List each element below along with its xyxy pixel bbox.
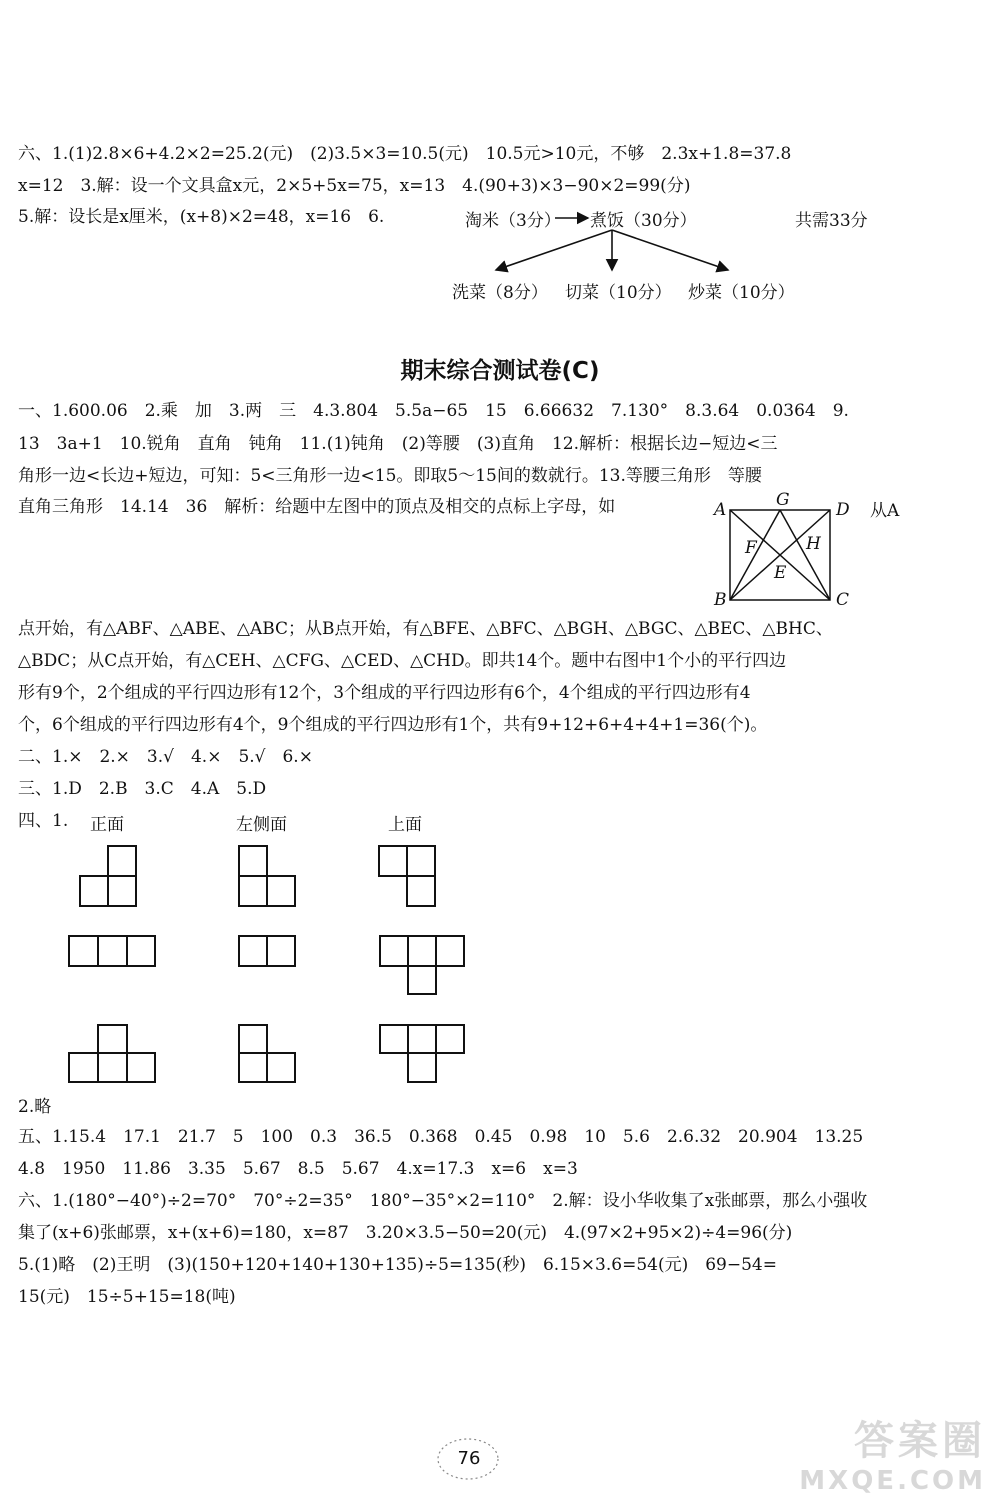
answer-line-6b-3: 5.(1)略 (2)王明 (3)(150+120+140+130+135)÷5=135(秒) 6.15×3.6=54(元) 69−54= [18, 1255, 777, 1275]
watermark-logo [799, 1409, 986, 1496]
view-front-3 [69, 1025, 155, 1082]
answer-line-1-6: △BDC；从C点开始，有△CEH、△CFG、△CED、△CHD。即共14个。题中右图中1个小的平行四边 [18, 651, 787, 671]
view-front-2 [69, 936, 155, 966]
answer-line-6-3: 5.解：设长是x厘米，(x+8)×2=48，x=16 6. [18, 207, 385, 227]
view-front-1 [80, 846, 136, 906]
flow-cook-rice: 煮饭（30分） [590, 211, 697, 231]
answer-section-4-q2: 2.略 [18, 1097, 52, 1117]
answer-line-1-2: 13 3a+1 10.锐角 直角 钝角 11.(1)钝角 (2)等腰 (3)直角 12.解析：根据长边−短边<三 [18, 434, 778, 454]
view-left-2 [239, 936, 295, 966]
view-label-front: 正面 [90, 815, 124, 835]
point-label-f: F [745, 538, 757, 558]
answer-line-1-3: 角形一边<长边+短边，可知：5<三角形一边<15。即取5～15间的数就行。13.等腰三角形 等腰 [18, 466, 762, 486]
view-top-2 [380, 936, 464, 994]
answer-line-1-1: 一、1.600.06 2.乘 加 3.两 三 4.3.804 5.5a−65 15 6.66632 7.130° 8.3.64 0.0364 9. [18, 401, 849, 421]
view-left-1 [239, 846, 295, 906]
point-label-h: H [806, 534, 821, 554]
view-drawings [69, 846, 464, 1082]
flow-diagram [496, 218, 728, 270]
watermark-line1: 答案圈 [854, 1418, 986, 1464]
view-label-left: 左侧面 [236, 815, 287, 835]
watermark-line2: MXQE.COM [799, 1466, 986, 1496]
point-label-a: A [714, 500, 727, 520]
answer-line-1-8: 个，6个组成的平行四边形有4个，9个组成的平行四边形有1个，共有9+12+6+4+4+1=36(个)。 [18, 715, 768, 735]
flow-fry-veg: 炒菜（10分） [688, 283, 795, 303]
view-label-top: 上面 [388, 815, 422, 835]
flow-arrow-wash-veg [496, 230, 612, 270]
answer-section-4-head: 四、1. [18, 811, 69, 831]
point-label-e: E [774, 563, 787, 583]
view-top-1 [379, 846, 435, 906]
flow-wash-rice: 淘米（3分） [465, 211, 561, 231]
answer-line-6-2: x=12 3.解：设一个文具盒x元，2×5+5x=75，x=13 4.(90+3)×3−90×2=99(分) [18, 176, 691, 196]
flow-cut-veg: 切菜（10分） [565, 283, 672, 303]
answer-line-1-4-tail: 从A [870, 501, 900, 521]
view-left-3 [239, 1025, 295, 1082]
triangle-figure [730, 510, 830, 600]
flow-arrow-fry-veg [612, 230, 728, 270]
answer-line-1-7: 形有9个，2个组成的平行四边形有12个，3个组成的平行四边形有6个，4个组成的平行四边形有4 [18, 683, 751, 703]
answer-line-6b-1: 六、1.(180°−40°)÷2=70° 70°÷2=35° 180°−35°×2=110° 2.解：设小华收集了x张邮票，那么小强收 [18, 1191, 868, 1211]
answer-line-5-1: 五、1.15.4 17.1 21.7 5 100 0.3 36.5 0.368 0.45 0.98 10 5.6 2.6.32 20.904 13.25 [18, 1127, 864, 1147]
answer-section-3: 三、1.D 2.B 3.C 4.A 5.D [18, 779, 267, 799]
flow-total-time: 共需33分 [795, 211, 868, 231]
page-title: 期末综合测试卷(C) [400, 358, 600, 384]
point-label-d: D [836, 500, 850, 520]
answer-line-6b-4: 15(元) 15÷5+15=18(吨) [18, 1287, 236, 1307]
point-label-c: C [836, 590, 850, 610]
answer-line-5-2: 4.8 1950 11.86 3.35 5.67 8.5 5.67 4.x=17.3 x=6 x=3 [18, 1159, 578, 1179]
answer-section-2: 二、1.× 2.× 3.√ 4.× 5.√ 6.× [18, 747, 313, 767]
point-label-g: G [776, 490, 790, 510]
point-label-b: B [714, 590, 727, 610]
answer-line-1-4: 直角三角形 14.14 36 解析：给题中左图中的顶点及相交的点标上字母，如 [18, 497, 616, 517]
line-bg [730, 510, 780, 600]
flow-wash-veg: 洗菜（8分） [452, 283, 548, 303]
view-top-3 [380, 1025, 464, 1082]
line-cg [780, 510, 830, 600]
answer-line-6b-2: 集了(x+6)张邮票，x+(x+6)=180，x=87 3.20×3.5−50=20(元) 4.(97×2+95×2)÷4=96(分) [18, 1223, 793, 1243]
answer-line-1-5: 点开始，有△ABF、△ABE、△ABC；从B点开始，有△BFE、△BFC、△BGH、△BGC、△BEC、△BHC、 [18, 619, 833, 639]
page-number: 76 [457, 1448, 481, 1469]
answer-line-6-1: 六、1.(1)2.8×6+4.2×2=25.2(元) (2)3.5×3=10.5(元) 10.5元>10元，不够 2.3x+1.8=37.8 [18, 144, 792, 164]
